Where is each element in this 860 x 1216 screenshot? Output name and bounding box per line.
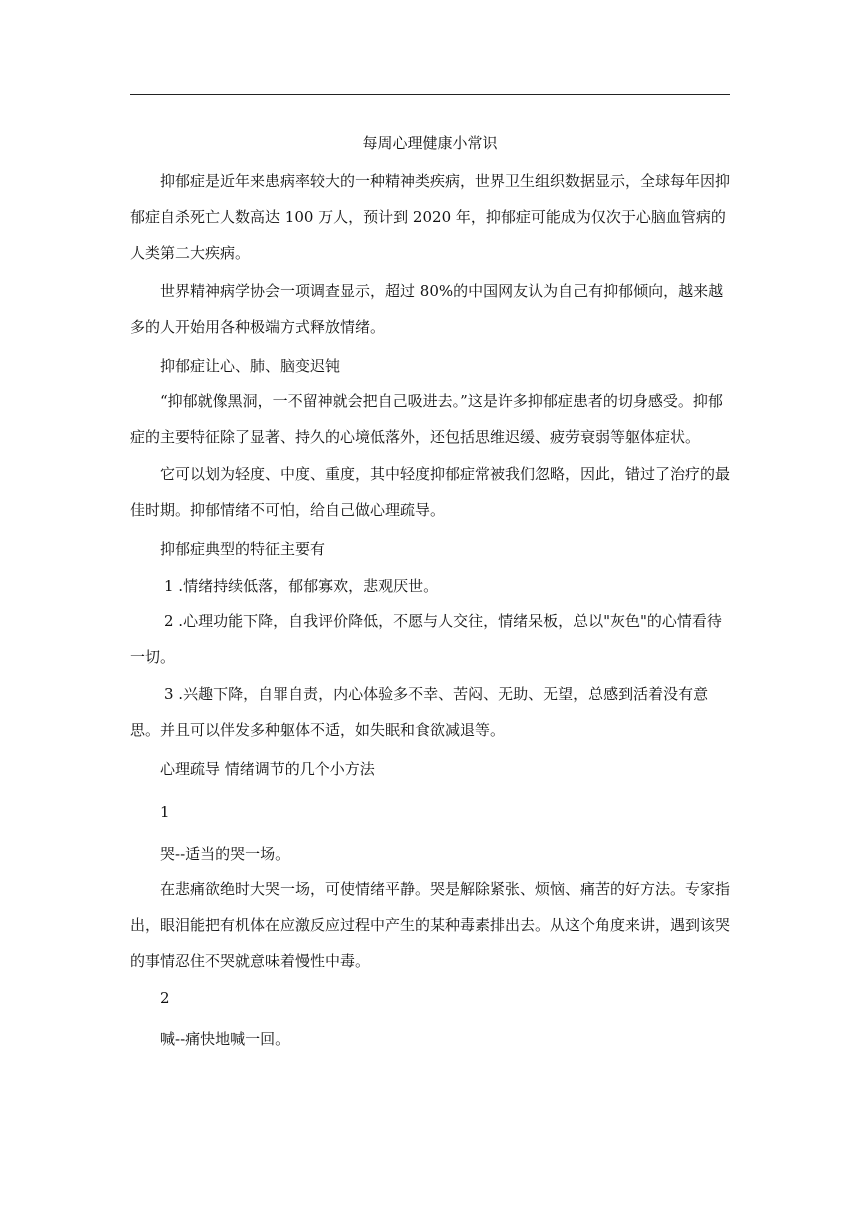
- list-item-2: 2 .心理功能下降，自我评价降低，不愿与人交往，情绪呆板，总以"灰色"的心情看待一切。: [130, 612, 722, 666]
- document-page: [130, 0, 730, 1216]
- paragraph-severity: 它可以划为轻度、中度、重度，其中轻度抑郁症常被我们忽略，因此，错过了治疗的最佳时期。抑郁情绪不可怕，给自己做心理疏导。: [130, 465, 731, 519]
- method-number-1: 1: [160, 803, 170, 821]
- list-item-1: 1 .情绪持续低落，郁郁寡欢，悲观厌世。: [164, 577, 439, 595]
- heading-methods: 心理疏导 情绪调节的几个小方法: [160, 760, 375, 778]
- paragraph-depression-intro: 抑郁症是近年来患病率较大的一种精神类疾病，世界卫生组织数据显示，全球每年因抑郁症自杀死亡人数高达 100 万人，预计到 2020 年，抑郁症可能成为仅次于心脑血管病的人类第二大疾病。: [130, 172, 731, 262]
- paragraph-survey: 世界精神病学协会一项调查显示，超过 80%的中国网友认为自己有抑郁倾向，越来越多的人开始用各种极端方式释放情绪。: [130, 282, 724, 336]
- heading-symptoms: 抑郁症让心、肺、脑变迟钝: [160, 357, 341, 375]
- method-1-body: 在悲痛欲绝时大哭一场，可使情绪平静。哭是解除紧张、烦恼、痛苦的好方法。专家指出，眼泪能把有机体在应激反应过程中产生的某种毒素排出去。从这个角度来讲，遇到该哭的事情忍住不哭就意味着慢性中毒。: [130, 880, 731, 970]
- method-1-title: 哭--适当的哭一场。: [160, 845, 291, 863]
- method-number-2: 2: [160, 989, 170, 1007]
- heading-features: 抑郁症典型的特征主要有: [160, 540, 326, 558]
- document-title: 每周心理健康小常识: [362, 134, 498, 152]
- paragraph-black-hole: “抑郁就像黑洞，一不留神就会把自己吸进去。”这是许多抑郁症患者的切身感受。抑郁症的主要特征除了显著、持久的心境低落外，还包括思维迟缓、疲劳衰弱等躯体症状。: [130, 392, 723, 446]
- method-2-title: 喊--痛快地喊一回。: [160, 1030, 291, 1048]
- list-item-3: 3 .兴趣下降，自罪自责，内心体验多不幸、苦闷、无助、无望，总感到活着没有意思。并且可以伴发多种躯体不适，如失眠和食欲减退等。: [130, 685, 709, 739]
- header-rule: [130, 94, 730, 95]
